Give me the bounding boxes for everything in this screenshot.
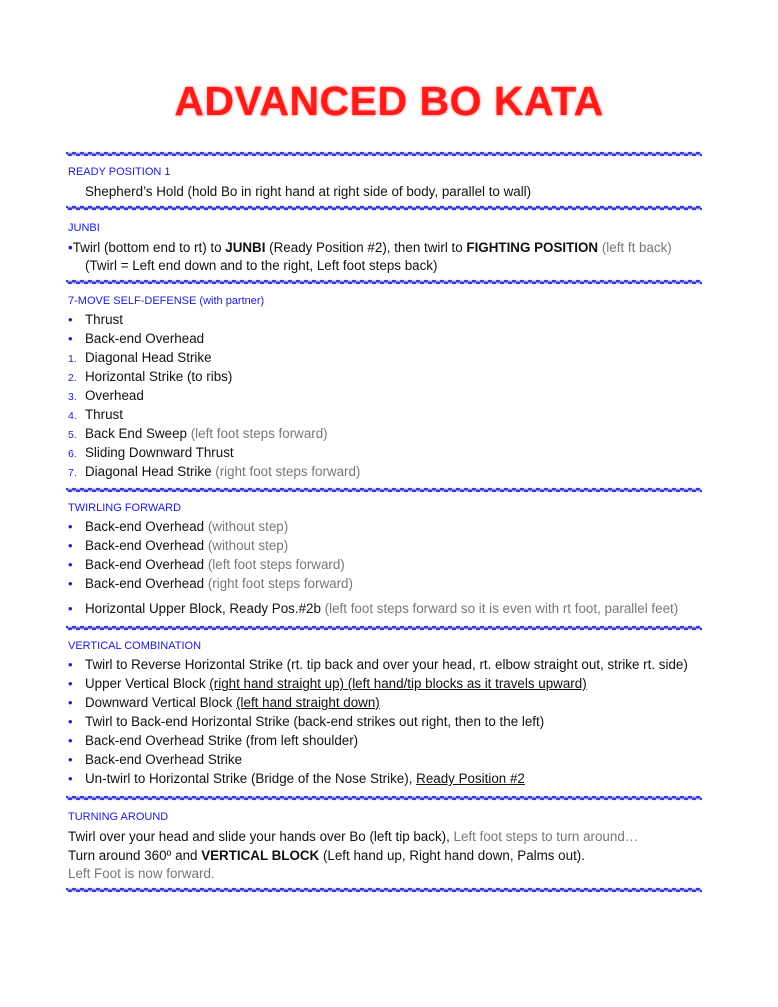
wavy-divider-4 <box>66 486 702 494</box>
list-item-text: Thrust <box>85 407 123 422</box>
wavy-divider-2 <box>66 204 702 212</box>
bullet: • <box>68 240 73 255</box>
bullet: • <box>68 657 73 672</box>
list-item <box>68 464 360 479</box>
list-item <box>68 331 204 346</box>
list-item-note: (without step) <box>204 538 289 553</box>
list-item-note: (right foot steps forward) <box>211 464 361 479</box>
vertical-block-bold: VERTICAL BLOCK <box>201 848 320 863</box>
bullet: • <box>68 538 73 553</box>
list-item <box>68 388 144 403</box>
list-item <box>68 407 123 422</box>
ready-position-1-line: Shepherd’s Hold (hold Bo in right hand at right side of body, parallel to wall) <box>85 184 532 199</box>
bullet: • <box>68 771 73 786</box>
fighting-position-bold: FIGHTING POSITION <box>466 240 599 255</box>
bullet: • <box>68 714 73 729</box>
self-defense-heading-text: 7-MOVE SELF-DEFENSE <box>68 295 197 307</box>
wavy-divider-3 <box>66 278 702 286</box>
list-item <box>68 445 234 460</box>
list-item <box>68 576 353 591</box>
section-heading-junbi: JUNBI <box>68 222 100 234</box>
junbi-line-1 <box>68 240 672 255</box>
list-number: 6. <box>68 448 77 460</box>
list-number: 5. <box>68 429 77 441</box>
list-item <box>68 676 587 691</box>
list-item-note: (without step) <box>204 519 289 534</box>
list-item <box>68 426 328 441</box>
list-item-text: Upper Vertical Block <box>85 676 210 691</box>
list-item-text: Twirl to Back-end Horizontal Strike (back-end strikes out right, then to the left) <box>85 714 545 729</box>
list-item-text: Horizontal Upper Block, Ready Pos.#2b <box>85 601 321 616</box>
list-item <box>68 695 380 710</box>
bullet: • <box>68 576 73 591</box>
list-item <box>68 601 678 616</box>
turning-line-2 <box>68 848 585 863</box>
list-number: 4. <box>68 410 77 422</box>
junbi-line-2: (Twirl = Left end down and to the right, Left foot steps back) <box>85 258 438 273</box>
list-item-text: Back-end Overhead <box>85 576 205 591</box>
section-heading-twirling-forward: TWIRLING FORWARD <box>68 502 182 514</box>
list-item <box>68 519 288 534</box>
wavy-divider-6 <box>66 794 702 802</box>
list-item-text: Twirl to Reverse Horizontal Strike (rt. tip back and over your head, rt. elbow straight out, strike rt. side) <box>85 657 688 672</box>
list-item-text: Horizontal Strike (to ribs) <box>85 369 233 384</box>
bullet: • <box>68 331 73 346</box>
list-item <box>68 369 232 384</box>
list-item-underlined: (right hand straight up) (left hand/tip blocks as it travels upward) <box>209 676 587 691</box>
bullet: • <box>68 312 73 327</box>
list-item <box>68 771 525 786</box>
bullet: • <box>68 733 73 748</box>
wavy-divider-5 <box>66 624 702 632</box>
list-item <box>68 312 123 327</box>
junbi-text-a: Twirl (bottom end to rt) to <box>72 240 226 255</box>
list-item-note: (left foot steps forward) <box>204 557 345 572</box>
list-item <box>68 714 544 729</box>
list-item-text: Thrust <box>85 312 123 327</box>
list-item-note: (left foot steps forward so it is even with rt foot, parallel feet) <box>320 601 679 616</box>
junbi-note: (left ft back) <box>598 240 672 255</box>
list-item-text: Back-end Overhead <box>85 538 205 553</box>
list-item-text: Back End Sweep <box>85 426 187 441</box>
page-title: ADVANCED BO KATA <box>174 78 604 124</box>
list-item-text: Back-end Overhead <box>85 557 205 572</box>
list-item-text: Overhead <box>85 388 144 403</box>
wavy-divider-7 <box>66 886 702 894</box>
list-item <box>68 657 688 672</box>
list-item <box>68 538 288 553</box>
list-item-text: Un-twirl to Horizontal Strike (Bridge of the Nose Strike), <box>85 771 417 786</box>
junbi-text-c: (Ready Position #2), then twirl to <box>265 240 467 255</box>
list-item-text: Diagonal Head Strike <box>85 464 212 479</box>
bullet: • <box>68 557 73 572</box>
wavy-divider-1 <box>66 150 702 158</box>
bullet: • <box>68 695 73 710</box>
bullet: • <box>68 601 73 616</box>
list-number: 7. <box>68 467 77 479</box>
list-number: 3. <box>68 391 77 403</box>
list-item-text: Back-end Overhead Strike (from left shoulder) <box>85 733 359 748</box>
turning-text-2c: (Left hand up, Right hand down, Palms out). <box>319 848 585 863</box>
list-item-note: (right foot steps forward) <box>204 576 353 591</box>
list-item-text: Downward Vertical Block <box>85 695 237 710</box>
section-heading-ready-position-1: READY POSITION 1 <box>68 166 171 178</box>
list-item-text: Diagonal Head Strike <box>85 350 212 365</box>
section-heading-vertical-combination: VERTICAL COMBINATION <box>68 640 202 652</box>
self-defense-heading-sub: (with partner) <box>196 295 265 307</box>
turning-text-a: Twirl over your head and slide your hands over Bo (left tip back), <box>68 829 454 844</box>
section-heading-turning-around: TURNING AROUND <box>68 811 169 823</box>
list-item-text: Back-end Overhead Strike <box>85 752 243 767</box>
junbi-bold: JUNBI <box>225 240 266 255</box>
section-heading-self-defense <box>68 295 264 307</box>
bullet: • <box>68 519 73 534</box>
bullet: • <box>68 676 73 691</box>
list-item-text: Back-end Overhead <box>85 331 205 346</box>
list-item-note: (left foot steps forward) <box>186 426 328 441</box>
list-item <box>68 350 212 365</box>
turning-note: Left foot steps to turn around… <box>453 829 639 844</box>
list-item-text: Back-end Overhead <box>85 519 205 534</box>
turning-line-1 <box>68 829 638 844</box>
list-item-text: Sliding Downward Thrust <box>85 445 234 460</box>
list-item <box>68 752 242 767</box>
list-item <box>68 557 345 572</box>
list-item <box>68 733 358 748</box>
turning-text-2a: Turn around 360º and <box>68 848 202 863</box>
list-item-underlined: (left hand straight down) <box>236 695 380 710</box>
list-number: 1. <box>68 353 77 365</box>
turning-line-3: Left Foot is now forward. <box>68 866 215 881</box>
bullet: • <box>68 752 73 767</box>
list-number: 2. <box>68 372 77 384</box>
list-item-underlined: Ready Position #2 <box>416 771 525 786</box>
